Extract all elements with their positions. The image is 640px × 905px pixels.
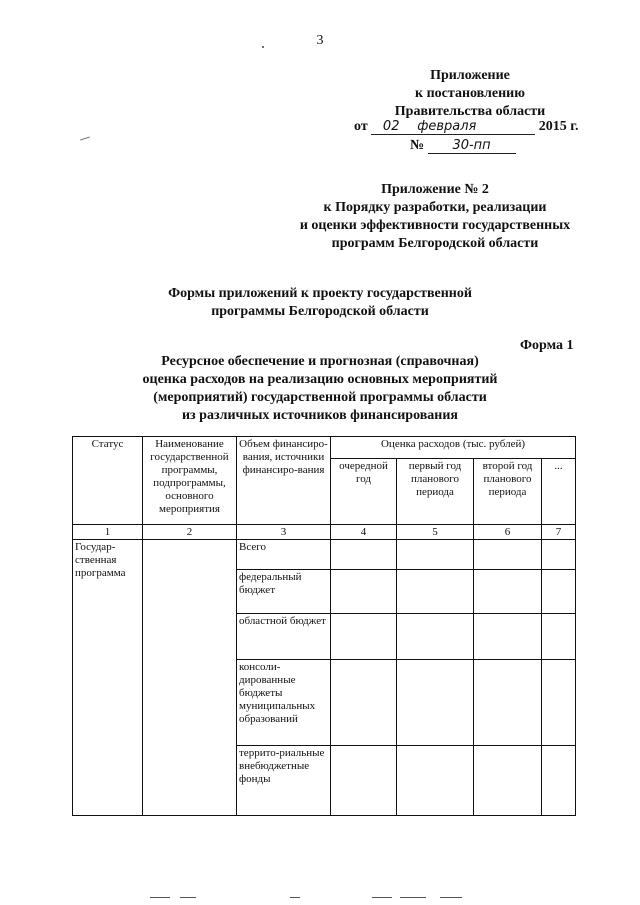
header-second-plan-year: второй год планового периода xyxy=(474,459,542,525)
header-estimate: Оценка расходов (тыс. рублей) xyxy=(331,437,576,459)
value-cell xyxy=(331,540,397,570)
appendix2-line3: и оценки эффективности государственных xyxy=(299,218,571,233)
form-label: Форма 1 xyxy=(520,338,574,353)
source-cell: областной бюджет xyxy=(237,614,331,660)
status-cell: Государ-ственная программа xyxy=(73,540,143,816)
source-cell: террито-риальные внебюджетные фонды xyxy=(237,746,331,816)
form-title-line1: Ресурсное обеспечение и прогнозная (справочная) xyxy=(161,354,479,369)
appendix-line1: Приложение xyxy=(430,68,510,83)
scan-mark xyxy=(372,897,392,898)
appendix2-line2: к Порядку разработки, реализации xyxy=(323,200,547,215)
value-cell xyxy=(397,570,474,614)
value-cell xyxy=(331,570,397,614)
form-title-line3: (мероприятий) государственной программы области xyxy=(153,390,487,405)
scan-mark xyxy=(440,897,462,898)
page-number: 3 xyxy=(316,33,324,48)
col-num-7: 7 xyxy=(542,525,576,540)
header-first-plan-year: первый год планового периода xyxy=(397,459,474,525)
value-cell xyxy=(474,614,542,660)
scan-mark xyxy=(80,136,90,140)
form-title-line2: оценка расходов на реализацию основных мероприятий xyxy=(142,372,498,387)
header-status: Статус xyxy=(73,437,143,525)
value-cell xyxy=(542,614,576,660)
header-next-year: очередной год xyxy=(331,459,397,525)
value-cell xyxy=(474,570,542,614)
header-volume: Объем финансиро-вания, источники финансиро-вания xyxy=(237,437,331,525)
appendix-line3: Правительства области xyxy=(394,104,546,119)
number-prefix: № xyxy=(410,138,425,153)
table-row xyxy=(73,540,576,570)
appendix2-line4: программ Белгородской области xyxy=(331,236,539,251)
value-cell xyxy=(397,540,474,570)
col-num-1: 1 xyxy=(73,525,143,540)
appendix-header xyxy=(340,67,600,121)
scan-speck xyxy=(262,46,264,48)
date-year: 2015 г. xyxy=(538,119,579,134)
scan-mark xyxy=(180,897,196,898)
appendix2-header xyxy=(270,181,600,253)
source-cell: федеральный бюджет xyxy=(237,570,331,614)
date-day: 02 xyxy=(371,119,411,135)
value-cell xyxy=(474,746,542,816)
value-cell xyxy=(397,746,474,816)
appendix-date xyxy=(354,119,578,135)
name-cell xyxy=(143,540,237,816)
forms-title-line1: Формы приложений к проекту государственной xyxy=(168,286,472,301)
forms-title-line2: программы Белгородской области xyxy=(211,304,429,319)
scan-mark xyxy=(400,897,426,898)
header-name: Наименование государственной программы, подпрограммы, основного мероприятия xyxy=(143,437,237,525)
date-month: февраля xyxy=(411,119,535,135)
value-cell xyxy=(397,660,474,746)
appendix-number xyxy=(410,138,516,154)
header-row-1 xyxy=(73,437,576,459)
value-cell xyxy=(542,660,576,746)
value-cell xyxy=(474,540,542,570)
col-num-3: 3 xyxy=(237,525,331,540)
scan-mark xyxy=(150,897,170,898)
value-cell xyxy=(542,746,576,816)
value-cell xyxy=(397,614,474,660)
number-value: 30-пп xyxy=(428,138,516,154)
appendix2-line1: Приложение № 2 xyxy=(381,182,489,197)
col-num-6: 6 xyxy=(474,525,542,540)
col-num-4: 4 xyxy=(331,525,397,540)
column-numbers-row xyxy=(73,525,576,540)
resource-table xyxy=(72,436,576,816)
value-cell xyxy=(542,570,576,614)
appendix-line2: к постановлению xyxy=(415,86,525,101)
value-cell xyxy=(331,614,397,660)
source-cell: консоли-дированные бюджеты муниципальных образований xyxy=(237,660,331,746)
value-cell xyxy=(331,660,397,746)
col-num-5: 5 xyxy=(397,525,474,540)
forms-title xyxy=(0,285,640,321)
date-prefix: от xyxy=(354,119,368,134)
header-ellipsis: ... xyxy=(542,459,576,525)
value-cell xyxy=(331,746,397,816)
col-num-2: 2 xyxy=(143,525,237,540)
value-cell xyxy=(474,660,542,746)
source-cell: Всего xyxy=(237,540,331,570)
form-title-line4: из различных источников финансирования xyxy=(181,408,459,423)
scan-mark xyxy=(290,897,300,898)
value-cell xyxy=(542,540,576,570)
form-title xyxy=(0,353,640,425)
